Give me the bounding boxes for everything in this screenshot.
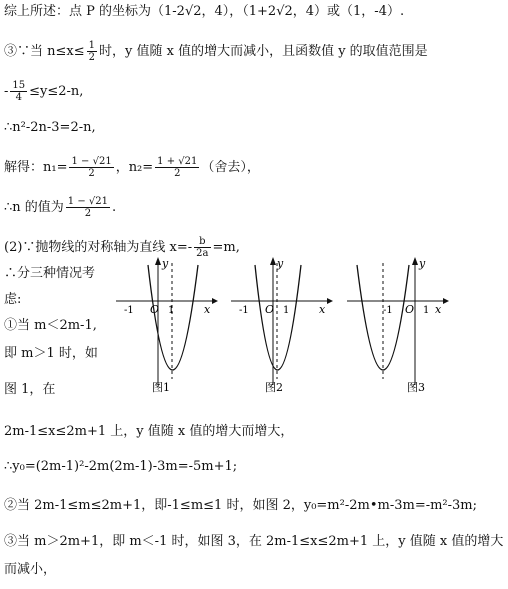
x-label: x xyxy=(204,303,211,316)
text-l5a: 解得：n₁= xyxy=(4,160,68,175)
text-l6b: . xyxy=(111,200,117,215)
fraction-n1 xyxy=(69,156,113,179)
origin-label: O xyxy=(405,303,415,316)
tick-1: 1 xyxy=(423,305,430,316)
x-label: x xyxy=(435,303,442,316)
text-l17: 而减小， xyxy=(4,562,57,577)
frac-den: 2 xyxy=(174,168,181,179)
tick-minus-1: -1 xyxy=(383,305,393,316)
frac-num: 1 − √21 xyxy=(67,196,108,207)
line-consider xyxy=(4,292,21,308)
tick-minus-1: -1 xyxy=(124,305,134,316)
text-l4: ∴n²-2n-3=2-n, xyxy=(4,120,96,135)
line-y0-case1 xyxy=(4,459,237,475)
frac-den: 2 xyxy=(88,168,95,179)
y-label: y xyxy=(277,257,284,270)
line-equation xyxy=(4,120,96,136)
parabola xyxy=(255,265,301,370)
frac-num: 1 xyxy=(88,40,95,51)
line-case2 xyxy=(4,498,477,514)
frac-num: 1 + √21 xyxy=(157,156,198,167)
frac-den: 2a xyxy=(196,248,209,259)
line-solve xyxy=(4,156,260,179)
line-case1 xyxy=(4,318,97,334)
text-l9: 虑: xyxy=(4,292,22,307)
y-axis-arrow xyxy=(270,257,276,265)
text-l5b: ，n₂= xyxy=(115,160,154,175)
line-case3-b xyxy=(4,562,56,578)
text-l1: 综上所述：点 P 的坐标为（1-2√2，4），（1+2√2，4）或（1，-4）. xyxy=(4,4,405,19)
frac-den: 2 xyxy=(84,208,92,219)
text-l10: ①当 m＜2m-1, xyxy=(4,318,97,333)
y-axis-arrow xyxy=(412,257,418,265)
line-case3-start xyxy=(4,40,428,63)
fraction-n2 xyxy=(155,156,199,179)
fraction-n-value xyxy=(66,196,110,219)
frac-num: b xyxy=(194,236,210,248)
text-l7a: (2)∵抛物线的对称轴为直线 x=- xyxy=(4,240,193,255)
y-axis-arrow xyxy=(155,257,161,265)
text-l2a: ③∵当 n≤x≤ xyxy=(4,44,85,59)
text-l6a: ∴n 的值为 xyxy=(4,200,64,215)
frac-num: 15 xyxy=(12,80,26,91)
line-case1-b xyxy=(4,346,98,362)
line-range xyxy=(4,80,83,103)
fraction-half xyxy=(87,40,97,63)
tick-minus-1: -1 xyxy=(239,305,249,316)
x-label: x xyxy=(319,303,326,316)
figure-caption: 图2 xyxy=(265,381,283,394)
figure-caption: 图3 xyxy=(407,381,425,394)
origin-label: O xyxy=(265,303,275,316)
figure-3 xyxy=(343,255,451,395)
line-conclusion-p xyxy=(4,4,404,20)
line-case3 xyxy=(4,534,503,550)
line-n-value xyxy=(4,196,116,219)
figure-caption: 图1 xyxy=(152,381,170,394)
frac-den: 2 xyxy=(88,52,95,63)
tick-1: 1 xyxy=(283,305,290,316)
text-l2b: 时，y 值随 x 值的增大而减小，且函数值 y 的取值范围是 xyxy=(99,44,428,59)
text-l12: 图 1，在 xyxy=(4,382,56,397)
frac-den: 4 xyxy=(15,92,22,103)
tick-1: 1 xyxy=(168,305,175,316)
line-case1-c xyxy=(4,382,55,398)
x-axis-arrow xyxy=(327,298,333,304)
line-increase-interval xyxy=(4,424,293,440)
x-axis-arrow xyxy=(443,298,449,304)
text-l15: ②当 2m-1≤m≤2m+1，即-1≤m≤1 时，如图 2，y₀=m²-2m•m-3m=-m²-3m; xyxy=(4,498,478,513)
x-axis-arrow xyxy=(212,298,218,304)
fraction-15-4 xyxy=(10,80,27,103)
text-l14: ∴y₀=(2m-1)²-2m(2m-1)-3m=-5m+1; xyxy=(4,459,238,474)
text-l13: 2m-1≤x≤2m+1 上，y 值随 x 值的增大而增大， xyxy=(4,424,294,439)
text-l5c: （舍去）， xyxy=(201,160,260,175)
frac-num: 1 − √21 xyxy=(71,156,112,167)
text-l7b: =m, xyxy=(212,240,240,255)
text-l8: ∴分三种情况考 xyxy=(4,266,96,281)
text-l16: ③当 m＞2m+1，即 m＜-1 时，如图 3，在 2m-1≤x≤2m+1 上，y 值随 x 值的增大 xyxy=(4,534,504,549)
figure-1 xyxy=(112,255,220,395)
text-l3a: - xyxy=(4,84,9,99)
origin-label: O xyxy=(150,303,160,316)
figure-2 xyxy=(227,255,335,395)
y-label: y xyxy=(162,257,169,270)
line-three-cases xyxy=(4,266,95,282)
parabola xyxy=(148,265,198,370)
text-l3b: ≤y≤2-n, xyxy=(29,84,84,99)
y-label: y xyxy=(419,257,426,270)
text-l11: 即 m＞1 时，如 xyxy=(4,346,98,361)
